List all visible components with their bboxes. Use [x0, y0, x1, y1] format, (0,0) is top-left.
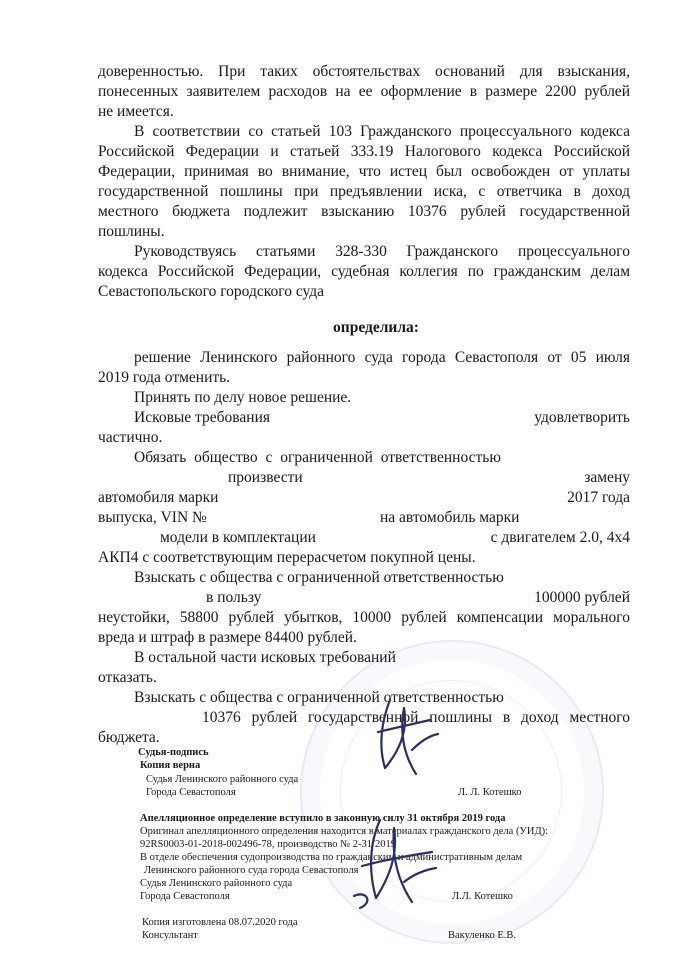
- second-handwritten-signature: [340, 812, 450, 912]
- text-line: доверенностью. При таких обстоятельствах оснований для взыскания,: [98, 63, 630, 80]
- text-line: не имеется.: [98, 103, 174, 120]
- text-line: Взыскать с общества с ограниченной ответственностью: [134, 689, 504, 706]
- text-fragment: автомобиля марки: [98, 489, 219, 506]
- original-location-note: Оригинал апелляционного определения находится в материалах гражданского дела (УИД):: [140, 826, 549, 837]
- consultant-name: Вакуленко Е.В.: [448, 930, 517, 941]
- text-line: Обязать общество с ограниченной ответственностью: [134, 449, 501, 466]
- department-note: В отделе обеспечения судопроизводства по гражданским и административным делам: [140, 852, 523, 863]
- copy-made-note: Копия изготовлена 08.07.2020 года: [142, 917, 298, 928]
- judge-court-2: Судья Ленинского районного суда: [140, 878, 293, 889]
- text-fragment: с двигателем 2.0, 4х4: [490, 529, 630, 546]
- text-line: местного бюджета подлежит взысканию 10376 рублей государственной: [98, 203, 630, 220]
- judge-city-2: Города Севастополя: [140, 891, 230, 902]
- text-fragment: 100000 рублей: [534, 589, 630, 606]
- text-line: Российской Федерации и статьей 333.19 Налогового кодекса Российской: [98, 143, 630, 160]
- text-fragment: Исковые требования: [134, 409, 270, 426]
- text-fragment: удовлетворить: [534, 409, 630, 426]
- judge-name-2: Л.Л. Котешко: [452, 891, 513, 902]
- text-fragment: в пользу: [206, 589, 262, 606]
- text-fragment: на автомобиль марки: [380, 509, 520, 526]
- text-fragment: 2017 года: [567, 489, 630, 506]
- text-fragment: 10376 рублей государственной пошлины в доход местного: [202, 709, 630, 726]
- text-line: АКП4 с соответствующим перерасчетом покупной цены.: [98, 549, 476, 566]
- consultant-label: Консультант: [142, 930, 198, 941]
- judge-handwritten-signature: [360, 690, 450, 780]
- text-line: В соответствии со статьей 103 Гражданского процессуального кодекса: [134, 123, 630, 140]
- text-fragment: произвести: [228, 469, 303, 486]
- text-line: [98, 488, 630, 508]
- text-fragment: замену: [584, 469, 630, 486]
- text-line: Федерации, принимая во внимание, что истец был освобожден от уплаты: [98, 163, 630, 180]
- text-line: решение Ленинского районного суда города Севастополя от 05 июля: [134, 349, 630, 366]
- text-line: кодекса Российской Федерации, судебная коллегия по гражданским делам: [98, 263, 630, 280]
- text-fragment: выпуска, VIN №: [98, 509, 207, 526]
- case-number: 92RS0003-01-2018-002496-78, производство № 2-31/2019: [140, 839, 396, 850]
- text-line: [134, 408, 630, 428]
- text-line: бюджета.: [98, 729, 160, 746]
- text-line: государственной пошлины при предъявлении иска, с ответчика в доход: [98, 183, 630, 200]
- text-line: понесенных заявителем расходов на ее оформление в размере 2200 рублей: [98, 83, 630, 100]
- effective-date-note: Апелляционное определение вступило в законную силу 31 октября 2019 года: [140, 813, 506, 824]
- text-line: 2019 года отменить.: [98, 369, 231, 386]
- text-line: неустойки, 58800 рублей убытков, 10000 рублей компенсации морального: [98, 609, 630, 626]
- text-line: Взыскать с общества с ограниченной ответственностью: [134, 569, 504, 586]
- text-line: отказать.: [98, 669, 157, 686]
- text-line: Принять по делу новое решение.: [134, 389, 352, 406]
- text-line: В остальной части исковых требований: [134, 649, 396, 666]
- judge-name: Л. Л. Котешко: [458, 787, 522, 798]
- text-fragment: модели в комплектации: [160, 529, 316, 546]
- text-line: частично.: [98, 429, 163, 446]
- copy-true-label: Копия верна: [140, 760, 201, 771]
- judge-city: Города Севастополя: [146, 787, 236, 798]
- department-court: Ленинского районного суда города Севастополя: [144, 865, 359, 876]
- section-heading: определила:: [333, 319, 419, 336]
- text-line: вреда и штраф в размере 84400 рублей.: [98, 629, 357, 646]
- judge-signature-label: Судья-подпись: [138, 747, 209, 758]
- text-line: Руководствуясь статьями 328-330 Гражданского процессуального: [134, 243, 630, 260]
- text-line: Севастопольского городского суда: [98, 283, 325, 300]
- text-line: пошлины.: [98, 223, 165, 240]
- judge-court: Судья Ленинского районного суда: [146, 774, 299, 785]
